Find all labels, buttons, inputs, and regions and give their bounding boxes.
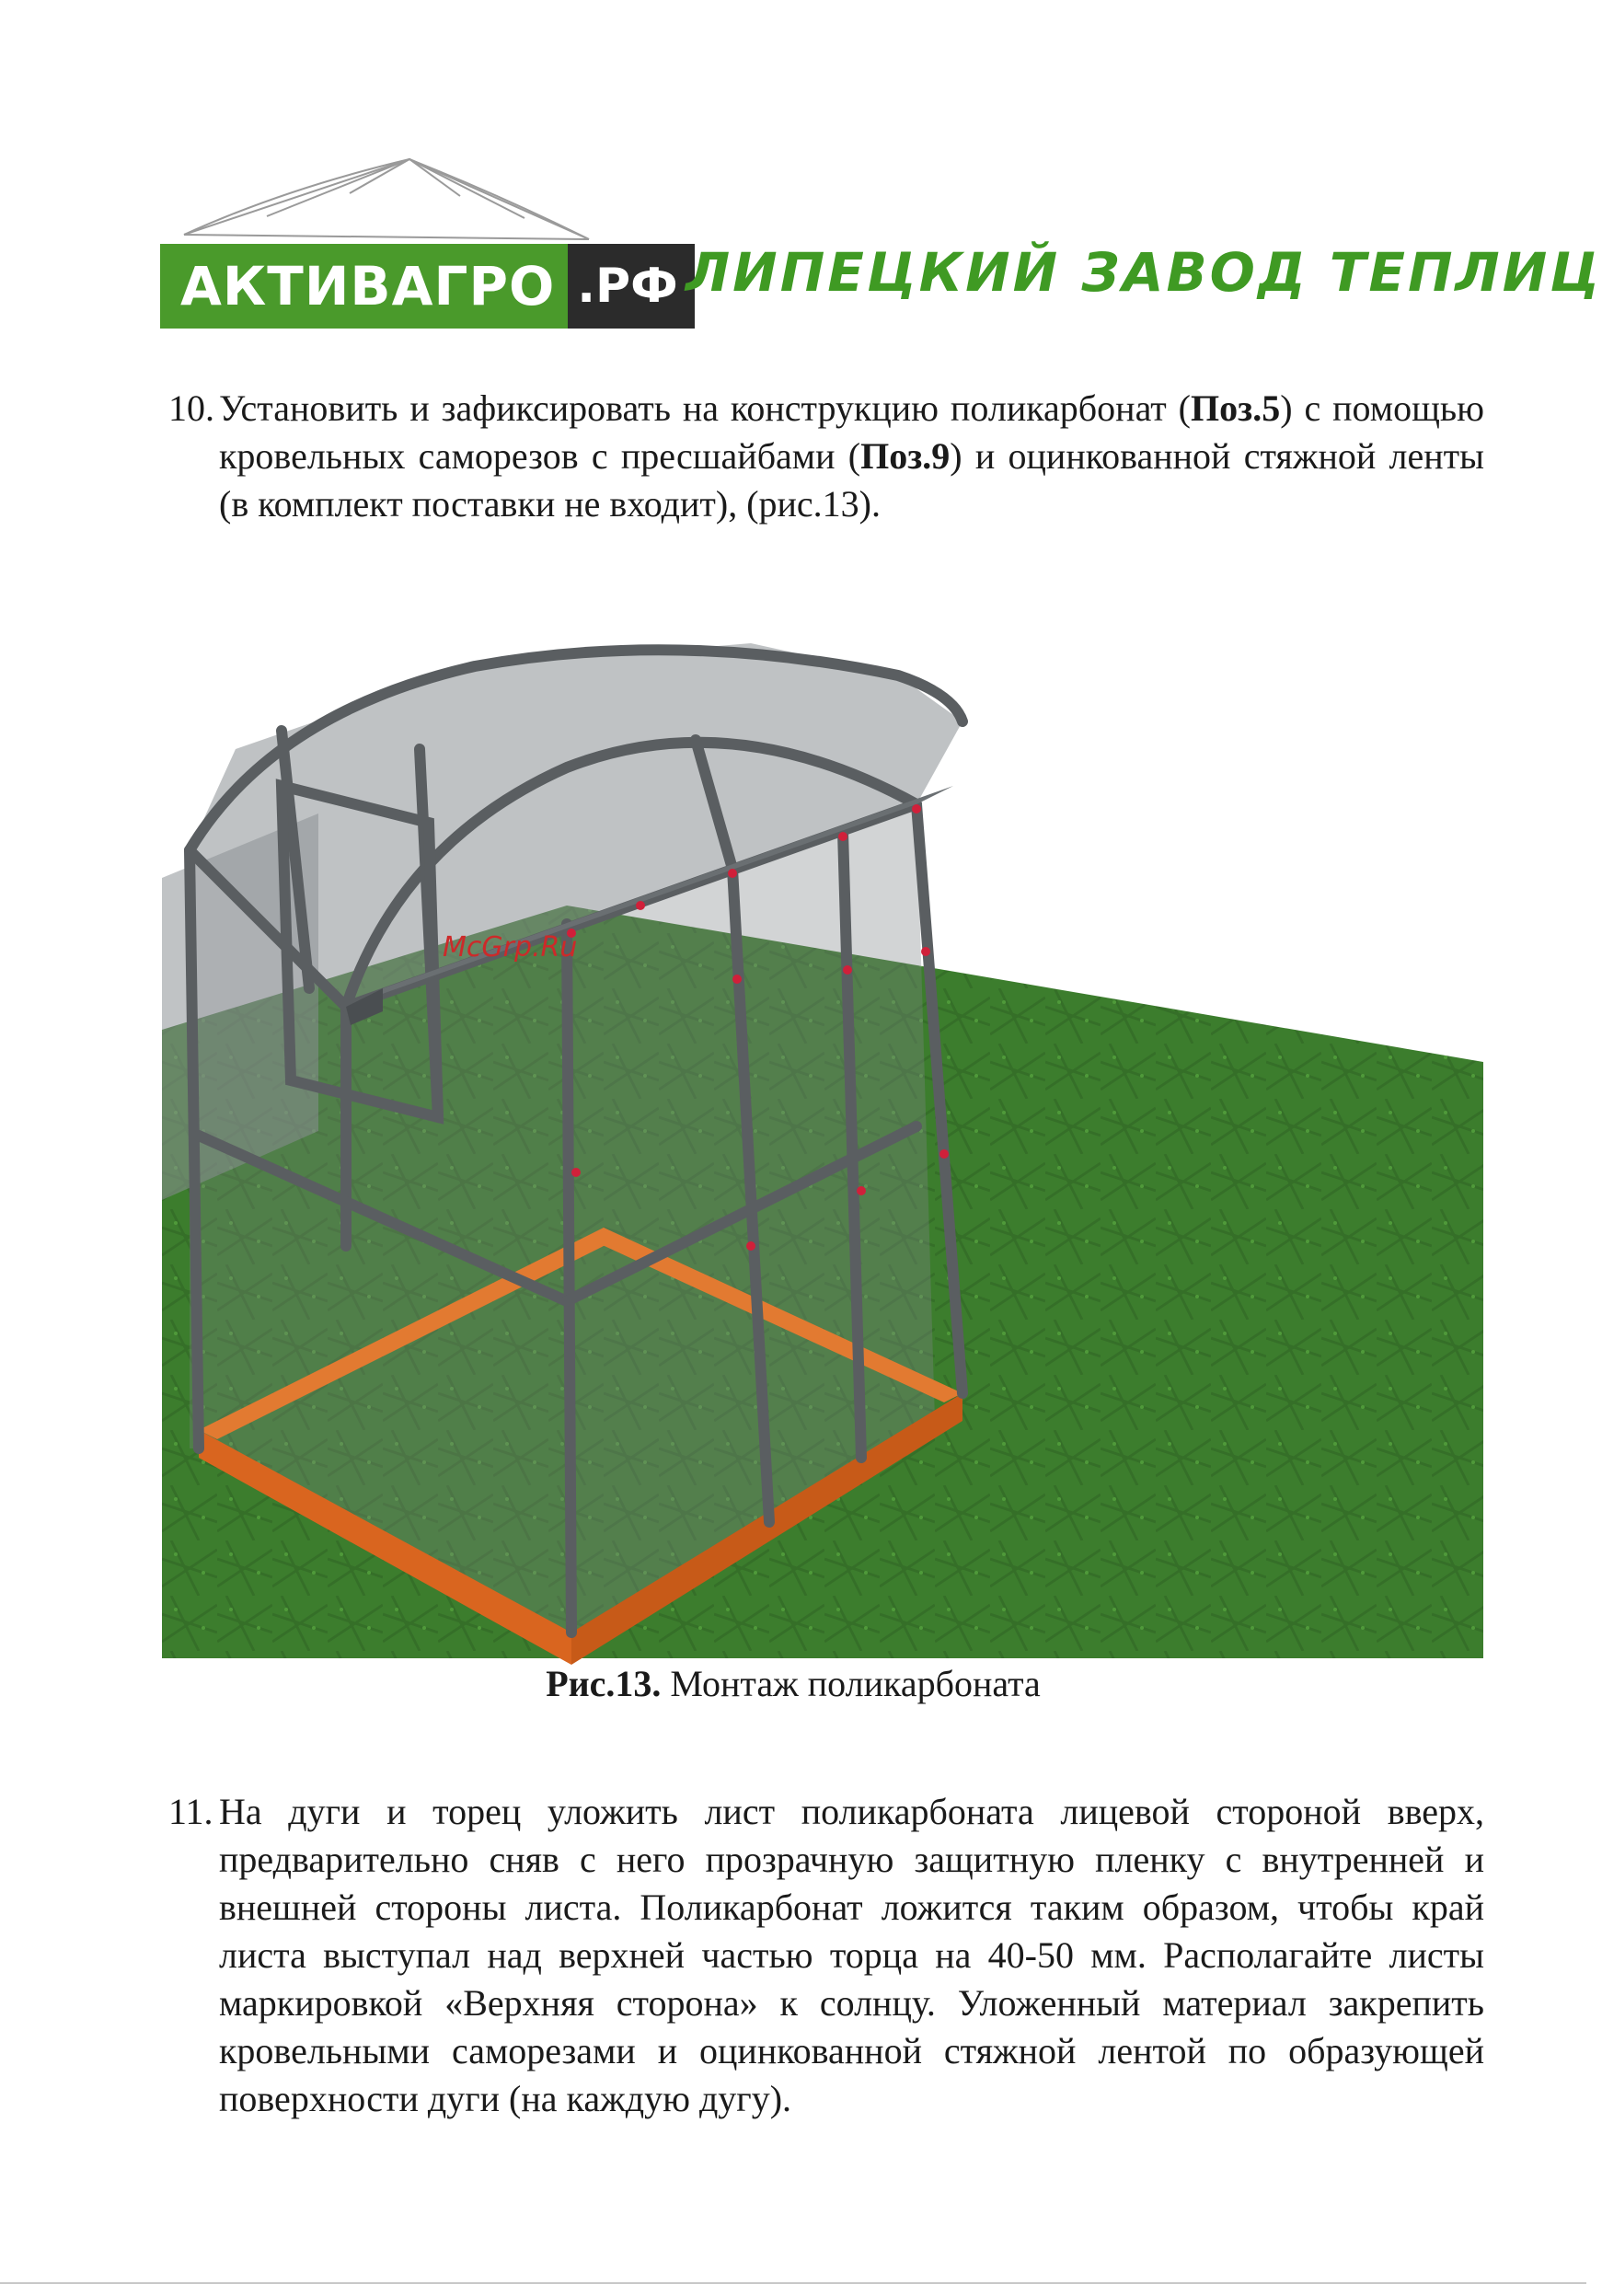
- figure-caption: [0, 1660, 1586, 1708]
- step-text-part: ) и оцинкованной стяжной ленты (в комплект поставки не входит), (рис.13).: [219, 435, 1484, 525]
- logo-badge: [160, 244, 678, 329]
- step-number: 10.: [168, 387, 214, 429]
- part-ref: Поз.5: [1191, 387, 1281, 429]
- step-text-part: ) с помощью кровельных саморезов с пресшайбами (: [219, 387, 1484, 477]
- greenhouse-drawing: [162, 602, 1483, 1658]
- step-text-part: Установить и зафиксировать на конструкцию поликарбонат (: [219, 387, 1192, 429]
- greenhouse-illustration: [162, 602, 1483, 1658]
- part-ref: Поз.9: [860, 435, 951, 477]
- greenhouse-roof-icon: [156, 152, 626, 253]
- page-footer-rule: [0, 2282, 1586, 2284]
- step-11: [168, 1788, 1484, 2123]
- logo-text-main: АКТИВАГРО: [160, 244, 568, 329]
- caption-label: Рис.13.: [546, 1663, 662, 1704]
- step-10: [168, 385, 1484, 528]
- page-header: [0, 0, 1602, 350]
- company-tagline: ЛИПЕЦКИЙ ЗАВОД ТЕПЛИЦ: [686, 241, 1602, 304]
- step-text: [219, 385, 1484, 528]
- brand-logo: [156, 152, 678, 336]
- watermark: McGrp.Ru: [443, 931, 578, 963]
- step-number: 11.: [168, 1791, 213, 1832]
- caption-text: Монтаж поликарбоната: [661, 1663, 1041, 1704]
- step-text: На дуги и торец уложить лист поликарбоната лицевой стороной вверх, предварительно сняв с него прозрачную защитную пленку с внутренней и внешней стороны листа. Поликарбонат ложится таким образом, чтобы край листа выступал над верхней частью торца на 40-50 мм. Располагайте листы маркировкой «Верхняя сторона» к солнцу. Уложенный материал закрепить кровельными саморезами и оцинкованной стяжной лентой по образующей поверхности дуги (на каждую дугу).: [219, 1791, 1484, 2119]
- logo-text-domain: .РФ: [568, 244, 694, 329]
